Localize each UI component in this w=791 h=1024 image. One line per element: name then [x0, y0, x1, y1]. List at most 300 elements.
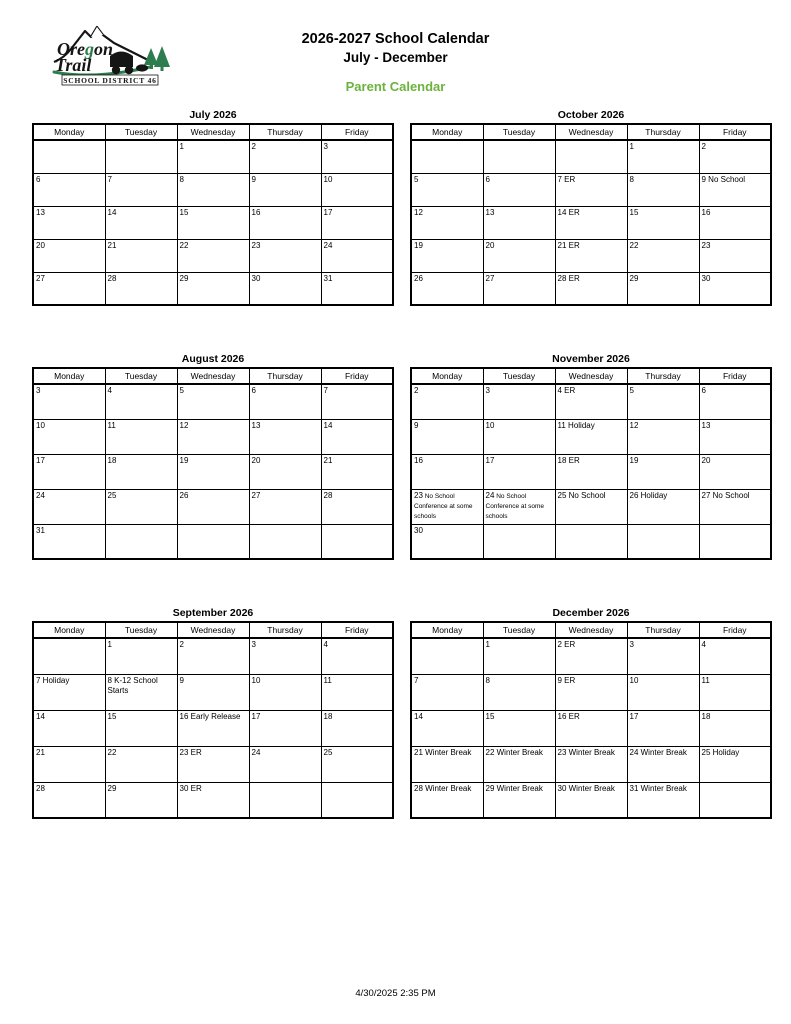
- day-cell: [699, 206, 771, 239]
- day-cell: [177, 710, 249, 746]
- day-cell: [249, 489, 321, 524]
- weekday-header-row: [33, 368, 393, 384]
- day-cell: [483, 674, 555, 710]
- week-row: [33, 746, 393, 782]
- day-number: 8: [107, 675, 112, 685]
- day-event-label: Winter Break: [566, 747, 615, 757]
- day-cell: [249, 454, 321, 489]
- day-number: 24: [251, 747, 261, 757]
- week-row: [411, 489, 771, 524]
- day-cell: [177, 489, 249, 524]
- day-number: 3: [485, 386, 490, 395]
- day-number: 17: [36, 455, 45, 465]
- day-number: 22: [629, 240, 639, 250]
- day-number: 26: [179, 490, 189, 500]
- day-cell: [699, 638, 771, 674]
- day-number: 7: [107, 174, 112, 184]
- day-cell: [627, 746, 699, 782]
- day-event-label: ER: [561, 675, 576, 685]
- day-cell: [249, 638, 321, 674]
- month-calendar: [410, 109, 772, 306]
- logo-wordmark-oregon: Oregon: [57, 39, 114, 59]
- day-number: 25: [107, 490, 117, 500]
- day-event-note: No School Conference at some schools: [414, 492, 473, 521]
- day-cell: [483, 782, 555, 818]
- day-cell: [699, 782, 771, 818]
- day-cell: [33, 206, 105, 239]
- day-cell: [627, 239, 699, 272]
- day-event-label: Early Release: [188, 711, 241, 721]
- day-number: 14: [414, 711, 423, 721]
- day-number: 14: [107, 207, 117, 217]
- day-cell: [699, 746, 771, 782]
- week-row: [411, 173, 771, 206]
- day-number: 27: [36, 273, 45, 283]
- day-number: 20: [36, 240, 45, 250]
- day-cell: [33, 638, 105, 674]
- week-row: [411, 782, 771, 818]
- weekday-header: Monday: [411, 368, 483, 384]
- day-cell: [483, 489, 555, 524]
- day-cell: [177, 524, 249, 559]
- day-cell: [321, 710, 393, 746]
- month-calendar: [32, 109, 394, 306]
- day-number: 7: [36, 675, 41, 685]
- week-row: [33, 454, 393, 489]
- day-cell: [411, 272, 483, 305]
- day-number: 25: [323, 747, 333, 757]
- day-cell: [249, 272, 321, 305]
- week-row: [411, 638, 771, 674]
- weekday-header: Monday: [411, 124, 483, 140]
- day-number: 21: [36, 747, 45, 757]
- day-cell: [483, 272, 555, 305]
- day-number: 4: [557, 386, 562, 395]
- month-table: [32, 621, 394, 819]
- day-cell: [33, 419, 105, 454]
- day-number: 2: [701, 142, 706, 151]
- day-number: 22: [107, 747, 117, 757]
- weekday-header: Wednesday: [177, 622, 249, 638]
- weekday-header: Tuesday: [483, 622, 555, 638]
- weekday-header: Monday: [33, 368, 105, 384]
- day-cell: [177, 674, 249, 710]
- day-number: 1: [485, 640, 490, 649]
- day-number: 20: [701, 455, 711, 465]
- day-cell: [177, 746, 249, 782]
- weekday-header: Friday: [699, 124, 771, 140]
- day-cell: [105, 638, 177, 674]
- month-calendar: [410, 607, 772, 819]
- day-event-label: ER: [188, 747, 202, 757]
- week-row: [33, 272, 393, 305]
- weekday-header: Tuesday: [105, 368, 177, 384]
- day-cell: [33, 272, 105, 305]
- day-number: 18: [323, 711, 333, 721]
- day-number: 3: [629, 640, 634, 649]
- day-cell: [177, 384, 249, 419]
- weekday-header: Thursday: [627, 368, 699, 384]
- day-cell: [33, 173, 105, 206]
- day-cell: [249, 746, 321, 782]
- weekday-header: Friday: [699, 622, 771, 638]
- week-row: [33, 710, 393, 746]
- day-cell: [699, 239, 771, 272]
- day-number: 4: [107, 386, 112, 395]
- day-cell: [321, 524, 393, 559]
- day-cell: [483, 524, 555, 559]
- weekday-header: Wednesday: [177, 124, 249, 140]
- day-cell: [627, 272, 699, 305]
- day-cell: [411, 173, 483, 206]
- page-subtitle-range: July - December: [343, 50, 448, 65]
- week-row: [33, 173, 393, 206]
- day-cell: [627, 782, 699, 818]
- day-cell: [177, 239, 249, 272]
- day-number: 31: [36, 525, 45, 535]
- day-cell: [249, 239, 321, 272]
- weekday-header: Friday: [321, 368, 393, 384]
- day-number: 24: [323, 240, 333, 250]
- day-number: 30: [701, 273, 711, 283]
- day-cell: [483, 454, 555, 489]
- day-cell: [105, 206, 177, 239]
- weekday-header: Tuesday: [483, 368, 555, 384]
- day-number: 23: [251, 240, 261, 250]
- day-cell: [699, 140, 771, 173]
- day-cell: [627, 454, 699, 489]
- day-number: 15: [629, 207, 639, 217]
- month-title: November 2026: [552, 353, 630, 365]
- day-number: 13: [701, 420, 711, 430]
- month-title: October 2026: [557, 109, 625, 121]
- week-row: [411, 454, 771, 489]
- calendar-grid: [32, 109, 772, 819]
- day-cell: [321, 489, 393, 524]
- day-cell: [321, 384, 393, 419]
- day-number: 17: [251, 711, 261, 721]
- day-number: 24: [485, 490, 495, 500]
- day-cell: [555, 524, 627, 559]
- week-row: [411, 524, 771, 559]
- day-cell: [33, 454, 105, 489]
- day-number: 10: [36, 420, 45, 430]
- day-number: 3: [251, 640, 256, 649]
- day-cell: [33, 710, 105, 746]
- timestamp-text: 4/30/2025 2:35 PM: [355, 988, 436, 999]
- day-cell: [105, 489, 177, 524]
- day-event-label: ER: [188, 783, 202, 793]
- day-cell: [555, 489, 627, 524]
- week-row: [411, 419, 771, 454]
- day-cell: [105, 710, 177, 746]
- day-cell: [555, 419, 627, 454]
- day-number: 17: [485, 455, 495, 465]
- day-cell: [249, 384, 321, 419]
- day-cell: [555, 782, 627, 818]
- day-number: 5: [414, 174, 419, 184]
- day-event-label: K-12 School Starts: [107, 675, 158, 695]
- day-cell: [483, 206, 555, 239]
- day-cell: [483, 419, 555, 454]
- day-number: 17: [323, 207, 333, 217]
- day-event-label: ER: [566, 711, 580, 721]
- day-cell: [321, 419, 393, 454]
- weekday-header: Friday: [699, 368, 771, 384]
- day-number: 25: [557, 490, 567, 500]
- day-cell: [555, 140, 627, 173]
- day-cell: [249, 710, 321, 746]
- day-event-label: Winter Break: [494, 747, 543, 757]
- day-number: 9: [179, 675, 184, 685]
- day-cell: [411, 454, 483, 489]
- day-number: 16: [179, 711, 189, 721]
- week-row: [33, 384, 393, 419]
- day-cell: [33, 674, 105, 710]
- day-number: 9: [557, 675, 562, 685]
- day-cell: [33, 489, 105, 524]
- day-event-label: ER: [566, 455, 580, 465]
- day-event-label: No School: [710, 490, 750, 500]
- day-cell: [699, 173, 771, 206]
- day-event-label: Winter Break: [638, 783, 687, 793]
- day-cell: [321, 140, 393, 173]
- month-table: [410, 621, 772, 819]
- day-cell: [177, 272, 249, 305]
- day-cell: [627, 674, 699, 710]
- day-cell: [555, 454, 627, 489]
- weekday-header: Wednesday: [555, 368, 627, 384]
- weekday-header: Friday: [321, 124, 393, 140]
- day-cell: [249, 140, 321, 173]
- day-cell: [105, 173, 177, 206]
- day-number: 28: [36, 783, 45, 793]
- day-cell: [33, 239, 105, 272]
- day-cell: [411, 384, 483, 419]
- day-cell: [249, 419, 321, 454]
- day-number: 5: [629, 386, 634, 395]
- day-cell: [555, 206, 627, 239]
- day-cell: [627, 173, 699, 206]
- day-cell: [627, 524, 699, 559]
- week-row: [411, 272, 771, 305]
- day-cell: [411, 239, 483, 272]
- week-row: [411, 239, 771, 272]
- day-event-label: Winter Break: [566, 783, 615, 793]
- day-cell: [177, 782, 249, 818]
- day-number: 9: [251, 174, 256, 184]
- month-calendar: [32, 607, 394, 819]
- week-row: [33, 239, 393, 272]
- day-number: 30: [414, 525, 423, 535]
- day-number: 6: [485, 174, 490, 184]
- week-row: [411, 746, 771, 782]
- parent-calendar-label: Parent Calendar: [345, 79, 446, 94]
- day-event-label: Winter Break: [422, 783, 472, 793]
- day-number: 14: [557, 207, 567, 217]
- day-number: 14: [323, 420, 333, 430]
- day-cell: [177, 638, 249, 674]
- day-cell: [411, 419, 483, 454]
- day-cell: [105, 272, 177, 305]
- day-cell: [555, 746, 627, 782]
- week-row: [33, 638, 393, 674]
- weekday-header: Monday: [33, 124, 105, 140]
- day-number: 10: [251, 675, 261, 685]
- day-cell: [321, 206, 393, 239]
- day-number: 18: [107, 455, 117, 465]
- weekday-header: Thursday: [627, 622, 699, 638]
- day-number: 12: [414, 207, 423, 217]
- page-title: 2026-2027 School Calendar: [301, 31, 490, 47]
- day-number: 13: [485, 207, 495, 217]
- day-number: 31: [323, 273, 333, 283]
- day-cell: [699, 524, 771, 559]
- weekday-header: Wednesday: [177, 368, 249, 384]
- week-row: [411, 206, 771, 239]
- month-title: July 2026: [189, 109, 237, 121]
- day-number: 28: [557, 273, 567, 283]
- day-number: 29: [485, 783, 495, 793]
- day-number: 11: [323, 675, 332, 685]
- day-number: 28: [414, 783, 423, 793]
- day-number: 11: [107, 420, 116, 430]
- day-number: 16: [251, 207, 261, 217]
- day-cell: [411, 524, 483, 559]
- day-number: 10: [323, 174, 333, 184]
- day-cell: [249, 782, 321, 818]
- day-number: 30: [179, 783, 189, 793]
- week-row: [411, 674, 771, 710]
- day-number: 31: [629, 783, 639, 793]
- day-number: 8: [179, 174, 184, 184]
- day-number: 30: [557, 783, 567, 793]
- weekday-header-row: [411, 622, 771, 638]
- day-number: 8: [485, 675, 490, 685]
- day-number: 7: [323, 386, 328, 395]
- day-event-label: Holiday: [565, 420, 595, 430]
- day-event-label: Winter Break: [638, 747, 687, 757]
- day-cell: [105, 524, 177, 559]
- day-number: 2: [251, 142, 256, 151]
- weekday-header-row: [411, 124, 771, 140]
- weekday-header: Monday: [411, 622, 483, 638]
- day-number: 27: [701, 490, 711, 500]
- weekday-header: Monday: [33, 622, 105, 638]
- day-event-note: No School Conference at some schools: [485, 492, 545, 521]
- day-cell: [33, 524, 105, 559]
- weekday-header: Friday: [321, 622, 393, 638]
- day-number: 29: [179, 273, 189, 283]
- day-number: 2: [179, 640, 184, 649]
- day-number: 9: [701, 174, 706, 184]
- day-number: 11: [701, 675, 710, 685]
- day-number: 3: [323, 142, 328, 151]
- day-number: 3: [36, 386, 41, 395]
- day-cell: [483, 710, 555, 746]
- day-cell: [483, 140, 555, 173]
- day-cell: [411, 782, 483, 818]
- day-number: 27: [251, 490, 261, 500]
- day-event-label: ER: [566, 207, 580, 217]
- day-cell: [627, 419, 699, 454]
- weekday-header: Thursday: [249, 622, 321, 638]
- day-cell: [699, 419, 771, 454]
- day-event-label: Winter Break: [422, 747, 472, 757]
- day-number: 6: [701, 386, 706, 395]
- day-number: 1: [179, 142, 184, 151]
- day-number: 4: [701, 640, 706, 649]
- day-cell: [321, 272, 393, 305]
- day-event-label: ER: [561, 640, 576, 649]
- weekday-header: Tuesday: [105, 622, 177, 638]
- day-number: 26: [414, 273, 423, 283]
- day-number: 6: [36, 174, 41, 184]
- day-cell: [177, 140, 249, 173]
- day-event-label: Holiday: [710, 747, 740, 757]
- day-cell: [321, 239, 393, 272]
- day-number: 28: [323, 490, 333, 500]
- day-number: 23: [179, 747, 189, 757]
- day-number: 23: [701, 240, 711, 250]
- day-cell: [627, 206, 699, 239]
- day-cell: [699, 710, 771, 746]
- day-number: 30: [251, 273, 261, 283]
- day-number: 19: [414, 240, 423, 250]
- day-number: 17: [629, 711, 639, 721]
- day-cell: [411, 674, 483, 710]
- day-number: 15: [107, 711, 117, 721]
- day-number: 16: [414, 455, 423, 465]
- day-cell: [105, 140, 177, 173]
- day-number: 21: [107, 240, 117, 250]
- day-cell: [249, 206, 321, 239]
- day-cell: [105, 674, 177, 710]
- day-cell: [627, 638, 699, 674]
- day-number: 10: [629, 675, 639, 685]
- week-row: [33, 489, 393, 524]
- day-cell: [249, 674, 321, 710]
- day-number: 15: [179, 207, 189, 217]
- day-cell: [627, 140, 699, 173]
- day-number: 16: [701, 207, 711, 217]
- day-cell: [105, 782, 177, 818]
- day-number: 28: [107, 273, 117, 283]
- day-cell: [411, 489, 483, 524]
- month-title: August 2026: [181, 353, 245, 365]
- day-number: 2: [414, 386, 419, 395]
- print-timestamp: [0, 988, 791, 999]
- day-cell: [105, 746, 177, 782]
- weekday-header: Thursday: [249, 368, 321, 384]
- day-number: 10: [485, 420, 495, 430]
- day-cell: [555, 384, 627, 419]
- day-cell: [411, 710, 483, 746]
- day-number: 26: [629, 490, 639, 500]
- day-cell: [483, 384, 555, 419]
- weekday-header: Tuesday: [483, 124, 555, 140]
- week-row: [33, 419, 393, 454]
- day-event-label: Holiday: [638, 490, 668, 500]
- day-cell: [177, 173, 249, 206]
- day-number: 1: [107, 640, 112, 649]
- day-number: 24: [629, 747, 639, 757]
- month-calendar: [32, 353, 394, 560]
- day-cell: [105, 239, 177, 272]
- day-cell: [33, 746, 105, 782]
- day-cell: [33, 384, 105, 419]
- day-cell: [483, 746, 555, 782]
